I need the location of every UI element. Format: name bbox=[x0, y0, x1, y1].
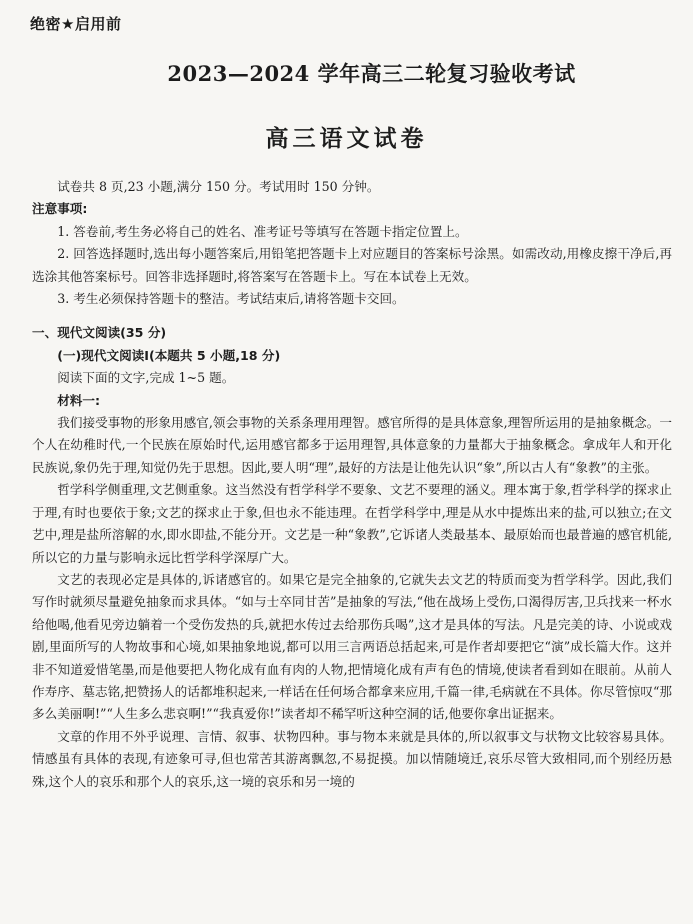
passage-paragraph: 哲学科学侧重理,文艺侧重象。这当然没有哲学科学不要象、文艺不要理的涵义。理本寓于象,哲学科学的探求止于理,有时也要依于象;文艺的探求止于象,但也永不能违理。在哲学科学中,理是从水中提炼出来的盐,可以独立;在文艺中,理是盐所溶解的水,即水即盐,不能分开。文艺是一种“象教”,它诉诸人类最基本、最原始而也最普遍的感官机能,所以它的力量与影响永远比哲学科学深厚广大。 bbox=[32, 482, 672, 565]
note-item-3: 3. 考生必须保持答题卡的整洁。考试结束后,请将答题卡交回。 bbox=[57, 291, 405, 307]
note-item-2: 2. 回答选择题时,选出每小题答案后,用铅笔把答题卡上对应题目的答案标号涂黑。如需改动,用橡皮擦干净后,再选涂其他答案标号。回答非选择题时,将答案写在答题卡上。写在本试卷上无效。 bbox=[32, 246, 672, 284]
material-label: 材料一: bbox=[57, 392, 101, 408]
section-subheading: (一)现代文阅读Ⅰ(本题共 5 小题,18 分) bbox=[57, 347, 281, 363]
passage-paragraph: 我们接受事物的形象用感官,领会事物的关系条理用理智。感官所得的是具体意象,理智所运用的是抽象概念。一个人在幼稚时代,一个民族在原始时代,运用感官都多于运用理智,具体意象的力量都大于抽象概念。拿成年人和开化民族说,象仍先于理,知觉仍先于思想。因此,要人明“理”,最好的方法是让他先认识“象”,所以古人有“象教”的主张。 bbox=[32, 415, 672, 475]
note-item-1: 1. 答卷前,考生务必将自己的姓名、准考证号等填写在答题卡指定位置上。 bbox=[57, 223, 468, 239]
exam-title: 2023—2024 学年高三二轮复习验收考试 bbox=[167, 61, 576, 86]
confidential-label: 绝密★启用前 bbox=[30, 15, 122, 33]
section-heading: 一、现代文阅读(35 分) bbox=[32, 325, 167, 341]
passage-paragraph: 文艺的表现必定是具体的,诉诸感官的。如果它是完全抽象的,它就失去文艺的特质而变为哲学科学。因此,我们写作时就须尽量避免抽象而求具体。“如与士卒同甘苦”是抽象的写法,“他在战场上受伤,口渴得厉害,卫兵找来一杯水给他喝,他看见旁边躺着一个受伤发热的兵,就把水传过去给那伤兵喝”,这才是具体的写法。凡是完美的诗、小说或戏剧,里面所写的人物故事和心境,如果抽象地说,都可以用三言两语总括起来,可是作者却要把它“演”成长篇大作。这并非不知道爱惜笔墨,而是他要把人物化成有血有肉的人物,把情境化成有声有色的情境,使读者看到如在眼前。从前人作寿序、墓志铭,把赞扬人的话都堆积起来,一样话在任何场合都拿来应用,千篇一律,毛病就在不具体。你尽管惊叹“那多么美丽啊!”“人生多么悲哀啊!”“我真爱你!”读者却不稀罕听这种空洞的话,他要你拿出证据来。 bbox=[32, 571, 672, 722]
notes-heading: 注意事项: bbox=[32, 201, 88, 217]
section-gap bbox=[32, 310, 672, 322]
passage-paragraph: 文章的作用不外乎说理、言情、叙事、状物四种。事与物本来就是具体的,所以叙事文与状物文比较容易具体。情感虽有具体的表现,有迹象可寻,但也常苦其游离飘忽,不易捉摸。加以情随境迁,哀乐尽管大致相同,而个别经历悬殊,这个人的哀乐和那个人的哀乐,这一境的哀乐和另一境的 bbox=[32, 728, 672, 789]
exam-body bbox=[32, 176, 672, 793]
reading-instruction: 阅读下面的文字,完成 1~5 题。 bbox=[57, 370, 235, 386]
exam-intro: 试卷共 8 页,23 小题,满分 150 分。考试用时 150 分钟。 bbox=[57, 179, 380, 194]
paper-title: 高三语文试卷 bbox=[265, 126, 428, 152]
